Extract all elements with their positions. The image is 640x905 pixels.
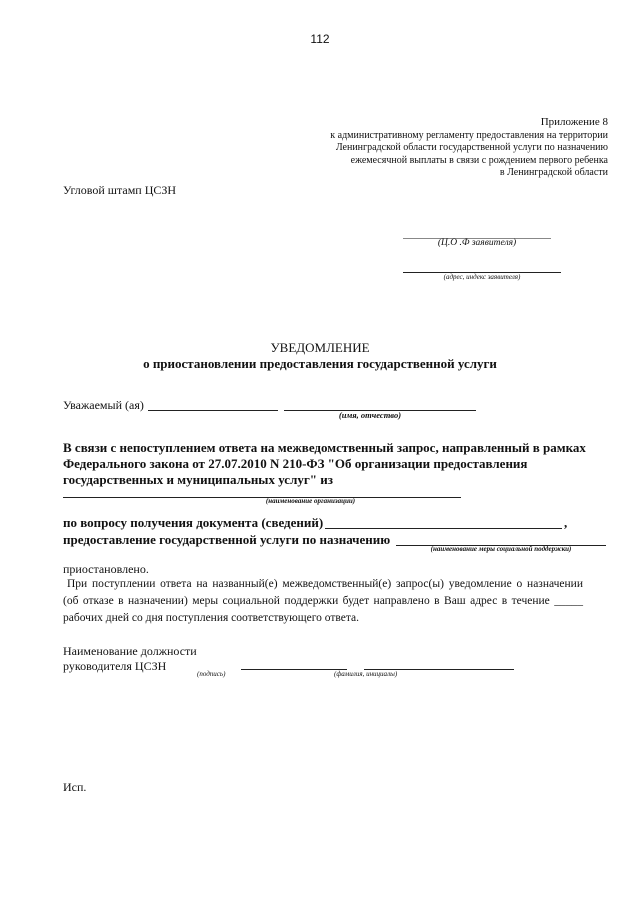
greeting-line-1: [148, 410, 278, 411]
document-title: УВЕДОМЛЕНИЕ: [270, 340, 370, 355]
appendix-line: к административному регламенту предоставления на территории: [330, 129, 608, 141]
sign-line: [241, 669, 347, 670]
sign-caption: (подпись): [197, 670, 226, 678]
greeting-caption: (имя, отчество): [338, 410, 402, 420]
body-line-2: Федерального закона от 27.07.2010 N 210-ФЗ "Об организации предоставления: [63, 456, 528, 471]
name-caption: (фамилия, инициалы): [334, 670, 398, 678]
body-line-1: В связи с непоступлением ответа на межведомственный запрос, направленный в рамках: [63, 440, 586, 455]
appendix-title: Приложение 8: [540, 116, 608, 128]
document-subtitle: о приостановлении предоставления государственной услуги: [143, 356, 497, 371]
applicant-address-caption: (адрес, индекс заявителя): [443, 273, 521, 281]
document-blank-line: [325, 528, 562, 529]
appendix-line: ежемесячной выплаты в связи с рождением первого ребенка: [350, 154, 608, 166]
suspended-text: приостановлено.: [63, 562, 149, 576]
provision-line-label: предоставление государственной услуги по назначению: [63, 532, 391, 547]
paragraph-part-2: рабочих дней со дня поступления соответствующего ответа.: [63, 612, 360, 624]
paragraph-part-1: При поступлении ответа на названный(е) межведомственный(е) запрос(ы) уведомление о назначении (об отказе в назначении) меры социальной поддержки будет направлено в Ваш адрес в течение: [63, 578, 583, 607]
question-comma: ,: [564, 515, 568, 530]
appendix-line: в Ленинградской области: [499, 167, 608, 178]
measure-caption: (наименование меры социальной поддержки): [430, 545, 572, 553]
executor-label: Исп.: [63, 780, 87, 794]
paragraph-days-blank: _____: [554, 595, 583, 607]
question-line-label: по вопросу получения документа (сведений): [63, 515, 324, 530]
stamp-label: Угловой штамп ЦСЗН: [63, 183, 177, 197]
notification-paragraph: [63, 576, 583, 627]
page-number: 112: [310, 32, 330, 46]
greeting-label: Уважаемый (ая): [63, 398, 144, 412]
appendix-line: Ленинградской области государственной услуги по назначению: [335, 142, 608, 153]
applicant-name-caption: (Ц.О .Ф заявителя): [437, 238, 517, 248]
appendix-block: [308, 116, 608, 180]
signature-position-line-2: руководителя ЦСЗН: [63, 659, 167, 673]
signature-position-line-1: Наименование должности: [63, 644, 197, 658]
body-line-3: государственных и муниципальных услуг" из: [63, 472, 333, 487]
organization-caption: (наименование организации): [265, 497, 356, 505]
